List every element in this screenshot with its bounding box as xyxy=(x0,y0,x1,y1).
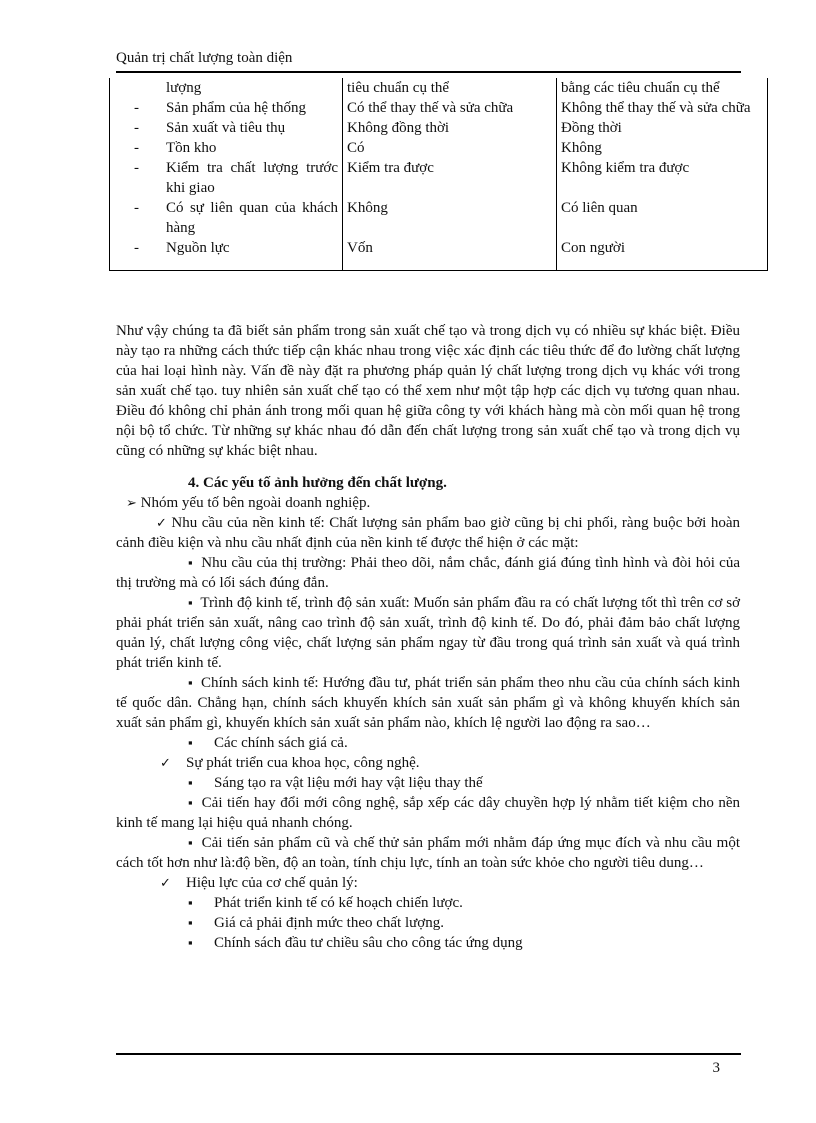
table-row xyxy=(110,78,768,98)
table-row xyxy=(110,138,768,158)
square-bullet-icon: ▪ xyxy=(188,895,193,910)
footer-rule xyxy=(116,1053,741,1055)
product-improvement-item: ▪ Cải tiến sản phẩm cũ và chế thử sản phẩm mới nhằm đáp ứng mục đích và nhu cầu một cách tốt hơn như là:độ bền, độ an toàn, tính chịu lực, tính an toàn sức khỏe cho người tiêu dung… xyxy=(116,835,740,871)
economic-policy-item: ▪ Chính sách kinh tế: Hướng đầu tư, phát triển sản phẩm theo nhu cầu của chính sách kinh tế quốc dân. Chẳng hạn, chính sách khuyến khích sản xuất sản phẩm gì và không khuyến khích sản xuất sản phẩm gì, khuyến khích sản xuất sản phẩm nào, khích lệ người lao động ra sao… xyxy=(116,675,740,731)
manufacturing-cell: Kiểm tra được xyxy=(343,158,557,198)
criterion-cell: - Tồn kho xyxy=(110,138,343,158)
table-row xyxy=(110,118,768,138)
body-text xyxy=(116,321,740,953)
strategic-plan-item: ▪ Phát triển kinh tế có kế hoạch chiến lược. xyxy=(188,895,463,911)
tech-innovation-item: ▪ Cải tiến hay đổi mới công nghệ, sắp xếp các dây chuyền hợp lý nhằm tiết kiệm cho nền kinh tế mang lại hiệu quả nhanh chóng. xyxy=(116,795,740,831)
service-cell: Không xyxy=(557,138,768,158)
service-cell: Đồng thời xyxy=(557,118,768,138)
criterion-cell: - Có sự liên quan của khách hàng xyxy=(110,198,343,238)
check-bullet-icon: ✓ xyxy=(160,875,171,890)
service-cell: Không kiểm tra được xyxy=(557,158,768,198)
section-heading: 4. Các yếu tố ảnh hưởng đến chất lượng. xyxy=(188,475,447,491)
square-bullet-icon: ▪ xyxy=(188,735,193,750)
dash-bullet: - xyxy=(134,240,139,256)
new-materials-item: ▪ Sáng tạo ra vật liệu mới hay vật liệu thay thế xyxy=(188,775,483,791)
square-bullet-icon: ▪ xyxy=(188,835,193,850)
dash-bullet: - xyxy=(134,140,139,156)
criterion-cell: - Sản phẩm của hệ thống xyxy=(110,98,343,118)
economy-needs-item: ✓ Nhu cầu của nền kinh tế: Chất lượng sản phẩm bao giờ cũng bị chi phối, ràng buộc bởi hoàn cảnh điều kiện và nhu cầu nhất định của nền kinh tế được thể hiện ở các mặt: xyxy=(116,515,741,551)
square-bullet-icon: ▪ xyxy=(188,915,193,930)
manufacturing-cell: Có xyxy=(343,138,557,158)
criterion-cell: - Nguồn lực xyxy=(110,238,343,271)
criterion-cell: - Sản xuất và tiêu thụ xyxy=(110,118,343,138)
manufacturing-cell: Vốn xyxy=(343,238,557,271)
square-bullet-icon: ▪ xyxy=(188,795,193,810)
management-effect-item: ✓ Hiệu lực của cơ chế quản lý: xyxy=(160,875,358,891)
criterion-cell: lượng xyxy=(110,78,343,98)
dash-bullet: - xyxy=(134,120,139,136)
manufacturing-cell: Không đồng thời xyxy=(343,118,557,138)
square-bullet-icon: ▪ xyxy=(188,675,193,690)
check-bullet-icon: ✓ xyxy=(160,755,171,770)
market-needs-item: ▪ Nhu cầu của thị trường: Phải theo dõi, nắm chắc, đánh giá đúng tình hình và đòi hỏi của thị trường mà có lối sách đúng đắn. xyxy=(116,555,741,591)
dash-bullet: - xyxy=(134,200,139,216)
economic-level-item: ▪ Trình độ kinh tế, trình độ sản xuất: Muốn sản phẩm đầu ra có chất lượng tốt thì trên cơ sở phải phát triển sản xuất, nâng cao trình độ sản xuất, trình độ kinh tế. Do đó, phải đảm bảo chất lượng quản lý, chất lượng công việc, chất lượng sản phẩm ngay từ đầu trong quá trình sản xuất và quá trình phát triển kinh tế. xyxy=(116,595,741,671)
tech-development-item: ✓ Sự phát triển cua khoa học, công nghệ. xyxy=(160,755,420,771)
service-cell: Con người xyxy=(557,238,768,271)
criterion-cell: - Kiểm tra chất lượng trước khi giao xyxy=(110,158,343,198)
manufacturing-cell: Có thể thay thế và sửa chữa xyxy=(343,98,557,118)
service-cell: bằng các tiêu chuẩn cụ thể xyxy=(557,78,768,98)
square-bullet-icon: ▪ xyxy=(188,935,193,950)
service-cell: Có liên quan xyxy=(557,198,768,238)
table-row xyxy=(110,198,768,238)
arrow-bullet-icon: ➢ xyxy=(126,495,137,510)
manufacturing-cell: tiêu chuẩn cụ thể xyxy=(343,78,557,98)
manufacturing-cell: Không xyxy=(343,198,557,238)
square-bullet-icon: ▪ xyxy=(188,775,193,790)
external-factors-item: ➢ Nhóm yếu tố bên ngoài doanh nghiệp. xyxy=(126,495,371,511)
price-policy-item: ▪ Các chính sách giá cả. xyxy=(188,735,348,751)
header-rule xyxy=(116,71,741,73)
deep-investment-item: ▪ Chính sách đầu tư chiều sâu cho công tác ứng dụng xyxy=(188,935,523,951)
service-cell: Không thể thay thế và sửa chữa xyxy=(557,98,768,118)
check-bullet-icon: ✓ xyxy=(156,515,167,530)
running-header: Quản trị chất lượng toàn diện xyxy=(116,50,293,66)
intro-paragraph: Như vậy chúng ta đã biết sản phẩm trong sản xuất chế tạo và trong dịch vụ có nhiều sự khác biệt. Điều này tạo ra những cách thức tiếp cận khác nhau trong việc xác định các tiêu thức để đo lường chất lượng của hai loại hình này. Vấn đề này đặt ra phương pháp quản lý chất lượng trong dịch vụ khác với trong sản xuất chế tạo. tuy nhiên sản xuất chế tạo có thể xem như một tập hợp các dịch vụ tương quan nhau. Điều đó không chỉ phản ánh trong mối quan hệ giữa công ty với khách hàng mà còn mối quan hệ trong nội bộ tổ chức. Từ những sự khác nhau đó dẫn đến chất lượng trong sản xuất chế tạo và trong dịch vụ cũng có những sự khác biệt nhau. xyxy=(116,323,740,459)
comparison-table xyxy=(109,78,768,271)
square-bullet-icon: ▪ xyxy=(188,555,193,570)
page-number: 3 xyxy=(712,1060,720,1076)
quality-price-item: ▪ Giá cả phải định mức theo chất lượng. xyxy=(188,915,444,931)
square-bullet-icon: ▪ xyxy=(188,595,193,610)
table-row xyxy=(110,238,768,271)
dash-bullet: - xyxy=(134,160,139,176)
table-row xyxy=(110,158,768,198)
dash-bullet: - xyxy=(134,100,139,116)
table-row xyxy=(110,98,768,118)
